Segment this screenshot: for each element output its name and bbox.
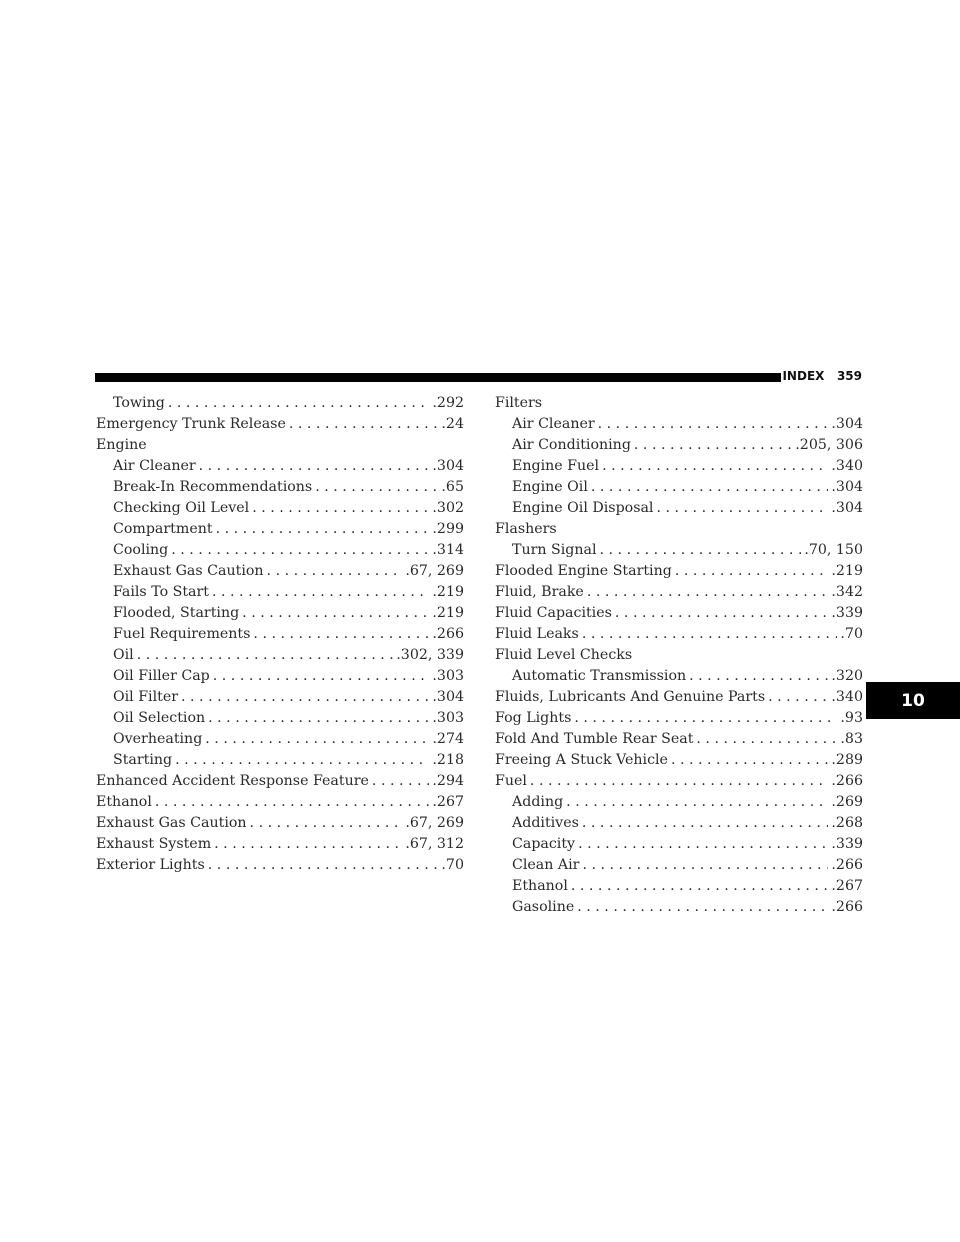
entry-page-reference[interactable]: .302, 339 (396, 647, 464, 663)
entry-label: Fog Lights (495, 710, 572, 726)
dot-leader (689, 666, 828, 687)
entry-label: Adding (512, 794, 564, 810)
dot-leader (267, 561, 403, 582)
dot-leader (634, 435, 792, 456)
index-subentry (495, 792, 863, 813)
dot-leader (656, 498, 828, 519)
dot-leader (175, 750, 429, 771)
entry-label: Overheating (113, 731, 203, 747)
entry-label: Oil Filler Cap (113, 668, 210, 684)
entry-page-reference[interactable]: .342 (831, 584, 863, 600)
dot-leader (212, 582, 429, 603)
entry-label: Oil Filter (113, 689, 179, 705)
index-entry (96, 855, 464, 876)
entry-label: Clean Air (512, 857, 580, 873)
page-number: 359 (836, 369, 862, 383)
entry-page-reference[interactable]: .340 (831, 458, 863, 474)
entry-label: Fuel Requirements (113, 626, 251, 642)
entry-label: Turn Signal (512, 542, 597, 558)
dot-leader (571, 876, 829, 897)
entry-page-reference[interactable]: .314 (432, 542, 464, 558)
entry-label: Oil Selection (113, 710, 206, 726)
index-entry (495, 519, 863, 540)
entry-label: Checking Oil Level (113, 500, 250, 516)
index-subentry (96, 582, 464, 603)
entry-page-reference[interactable]: .289 (831, 752, 863, 768)
entry-label: Exhaust System (96, 836, 212, 852)
index-subentry (96, 666, 464, 687)
entry-page-reference[interactable]: .219 (432, 605, 464, 621)
index-entry (96, 435, 464, 456)
index-column-right (495, 393, 863, 918)
entry-page-reference[interactable]: .67, 269 (405, 815, 464, 831)
dot-leader (168, 393, 430, 414)
dot-leader (208, 855, 439, 876)
entry-page-reference[interactable]: .93 (840, 710, 863, 726)
index-column-left (96, 393, 464, 876)
entry-label: Flooded Engine Starting (495, 563, 672, 579)
entry-label: Fuel (495, 773, 527, 789)
dot-leader (372, 771, 429, 792)
entry-page-reference[interactable]: .339 (831, 605, 863, 621)
entry-page-reference[interactable]: .267 (831, 878, 863, 894)
entry-page-reference[interactable]: .269 (831, 794, 863, 810)
entry-label: Ethanol (512, 878, 568, 894)
entry-page-reference[interactable]: .70, 150 (804, 542, 863, 558)
index-subentry (495, 876, 863, 897)
index-subentry (495, 456, 863, 477)
dot-leader (582, 624, 838, 645)
chapter-tab-label: 10 (901, 690, 925, 711)
index-subentry (495, 855, 863, 876)
index-entry (495, 582, 863, 603)
index-entry (96, 813, 464, 834)
index-entry (96, 834, 464, 855)
entry-page-reference[interactable]: .83 (840, 731, 863, 747)
index-subentry (96, 729, 464, 750)
entry-page-reference[interactable]: .302 (432, 500, 464, 516)
dot-leader (250, 813, 403, 834)
dot-leader (205, 729, 429, 750)
index-entry (495, 393, 863, 414)
dot-leader (214, 834, 402, 855)
entry-label: Towing (113, 395, 165, 411)
index-subentry (96, 540, 464, 561)
index-entry (495, 624, 863, 645)
index-subentry (96, 687, 464, 708)
entry-page-reference[interactable]: .205, 306 (795, 437, 863, 453)
index-entry (96, 771, 464, 792)
entry-label: Fluid, Brake (495, 584, 584, 600)
dot-leader (602, 456, 828, 477)
entry-label: Exterior Lights (96, 857, 205, 873)
entry-label: Automatic Transmission (512, 668, 687, 684)
index-subentry (495, 435, 863, 456)
entry-page-reference[interactable]: .67, 312 (405, 836, 464, 852)
dot-leader (252, 498, 429, 519)
entry-label: Fails To Start (113, 584, 209, 600)
index-subentry (96, 393, 464, 414)
index-entry (495, 729, 863, 750)
entry-page-reference[interactable]: .24 (441, 416, 464, 432)
entry-page-reference[interactable]: .266 (831, 773, 863, 789)
entry-label: Ethanol (96, 794, 152, 810)
entry-page-reference[interactable]: .304 (831, 416, 863, 432)
index-subentry (495, 834, 863, 855)
dot-leader (289, 414, 439, 435)
entry-label: Gasoline (512, 899, 575, 915)
index-entry (495, 771, 863, 792)
index-entry (495, 603, 863, 624)
index-subentry (495, 813, 863, 834)
entry-label: Freeing A Stuck Vehicle (495, 752, 668, 768)
entry-page-reference[interactable]: .304 (831, 479, 863, 495)
entry-page-reference[interactable]: .219 (831, 563, 863, 579)
entry-label: Emergency Trunk Release (96, 416, 286, 432)
entry-page-reference[interactable]: .218 (432, 752, 464, 768)
entry-page-reference[interactable]: .266 (831, 857, 863, 873)
entry-label: Air Cleaner (512, 416, 595, 432)
entry-label: Break-In Recommendations (113, 479, 313, 495)
dot-leader (213, 666, 430, 687)
index-subentry (495, 666, 863, 687)
entry-label: Cooling (113, 542, 169, 558)
entry-page-reference[interactable]: .320 (831, 668, 863, 684)
entry-label: Engine Oil (512, 479, 588, 495)
index-subentry (495, 540, 863, 561)
entry-label: Enhanced Accident Response Feature (96, 773, 369, 789)
entry-label: Exhaust Gas Caution (96, 815, 247, 831)
entry-page-reference[interactable]: .65 (441, 479, 464, 495)
entry-page-reference[interactable]: .339 (831, 836, 863, 852)
entry-page-reference[interactable]: .219 (432, 584, 464, 600)
dot-leader (566, 792, 828, 813)
index-subentry (495, 897, 863, 918)
dot-leader (208, 708, 429, 729)
dot-leader (591, 477, 829, 498)
dot-leader (582, 855, 828, 876)
dot-leader (253, 624, 429, 645)
entry-page-reference[interactable]: .340 (831, 689, 863, 705)
entry-label: Engine Fuel (512, 458, 600, 474)
index-entry (495, 645, 863, 666)
entry-page-reference[interactable]: .67, 269 (405, 563, 464, 579)
index-subentry (96, 561, 464, 582)
dot-leader (600, 540, 802, 561)
index-subentry (96, 645, 464, 666)
dot-leader (155, 792, 430, 813)
dot-leader (181, 687, 429, 708)
index-subentry (495, 477, 863, 498)
header-rule (95, 373, 781, 382)
index-entry (96, 792, 464, 813)
dot-leader (137, 645, 394, 666)
dot-leader (768, 687, 828, 708)
index-subentry (96, 708, 464, 729)
dot-leader (577, 897, 828, 918)
dot-leader (578, 834, 828, 855)
index-subentry (96, 519, 464, 540)
entry-label: Fluid Capacities (495, 605, 612, 621)
entry-page-reference[interactable]: .304 (831, 500, 863, 516)
index-subentry (96, 498, 464, 519)
dot-leader (574, 708, 837, 729)
entry-page-reference[interactable]: .304 (432, 689, 464, 705)
entry-label: Starting (113, 752, 173, 768)
entry-label: Fluids, Lubricants And Genuine Parts (495, 689, 766, 705)
dot-leader (696, 729, 837, 750)
dot-leader (315, 477, 438, 498)
entry-label: Additives (512, 815, 579, 831)
entry-label: Fluid Leaks (495, 626, 579, 642)
dot-leader (216, 519, 430, 540)
dot-leader (171, 540, 429, 561)
section-title: INDEX (782, 369, 825, 383)
index-subentry (96, 603, 464, 624)
entry-label: Flooded, Starting (113, 605, 240, 621)
entry-label: Flashers (495, 521, 557, 537)
entry-label: Oil (113, 647, 134, 663)
entry-page-reference[interactable]: .267 (432, 794, 464, 810)
entry-page-reference[interactable]: .294 (432, 773, 464, 789)
entry-label: Fold And Tumble Rear Seat (495, 731, 694, 747)
index-entry (495, 708, 863, 729)
index-entry (495, 687, 863, 708)
entry-label: Air Conditioning (512, 437, 631, 453)
entry-page-reference[interactable]: .268 (831, 815, 863, 831)
entry-page-reference[interactable]: .303 (432, 710, 464, 726)
entry-label: Engine Oil Disposal (512, 500, 654, 516)
entry-label: Fluid Level Checks (495, 647, 633, 663)
entry-label: Filters (495, 395, 543, 411)
entry-page-reference[interactable]: .266 (432, 626, 464, 642)
entry-page-reference[interactable]: .292 (432, 395, 464, 411)
dot-leader (242, 603, 429, 624)
entry-label: Engine (96, 437, 147, 453)
index-entry (495, 750, 863, 771)
entry-page-reference[interactable]: .70 (840, 626, 863, 642)
chapter-tab[interactable] (866, 682, 960, 719)
index-subentry (96, 624, 464, 645)
dot-leader (598, 414, 829, 435)
dot-leader (587, 582, 829, 603)
dot-leader (199, 456, 430, 477)
dot-leader (582, 813, 829, 834)
entry-label: Air Cleaner (113, 458, 196, 474)
dot-leader (615, 603, 829, 624)
running-header (782, 369, 862, 383)
dot-leader (671, 750, 828, 771)
dot-leader (530, 771, 828, 792)
entry-label: Capacity (512, 836, 576, 852)
entry-page-reference[interactable]: .303 (432, 668, 464, 684)
index-entry (96, 414, 464, 435)
entry-label: Exhaust Gas Caution (113, 563, 264, 579)
entry-page-reference[interactable]: .266 (831, 899, 863, 915)
entry-page-reference[interactable]: .304 (432, 458, 464, 474)
entry-page-reference[interactable]: .274 (432, 731, 464, 747)
index-subentry (96, 477, 464, 498)
index-subentry (96, 456, 464, 477)
index-entry (495, 561, 863, 582)
index-subentry (495, 414, 863, 435)
entry-page-reference[interactable]: .299 (432, 521, 464, 537)
index-subentry (96, 750, 464, 771)
index-subentry (495, 498, 863, 519)
entry-page-reference[interactable]: .70 (441, 857, 464, 873)
dot-leader (675, 561, 829, 582)
entry-label: Compartment (113, 521, 213, 537)
